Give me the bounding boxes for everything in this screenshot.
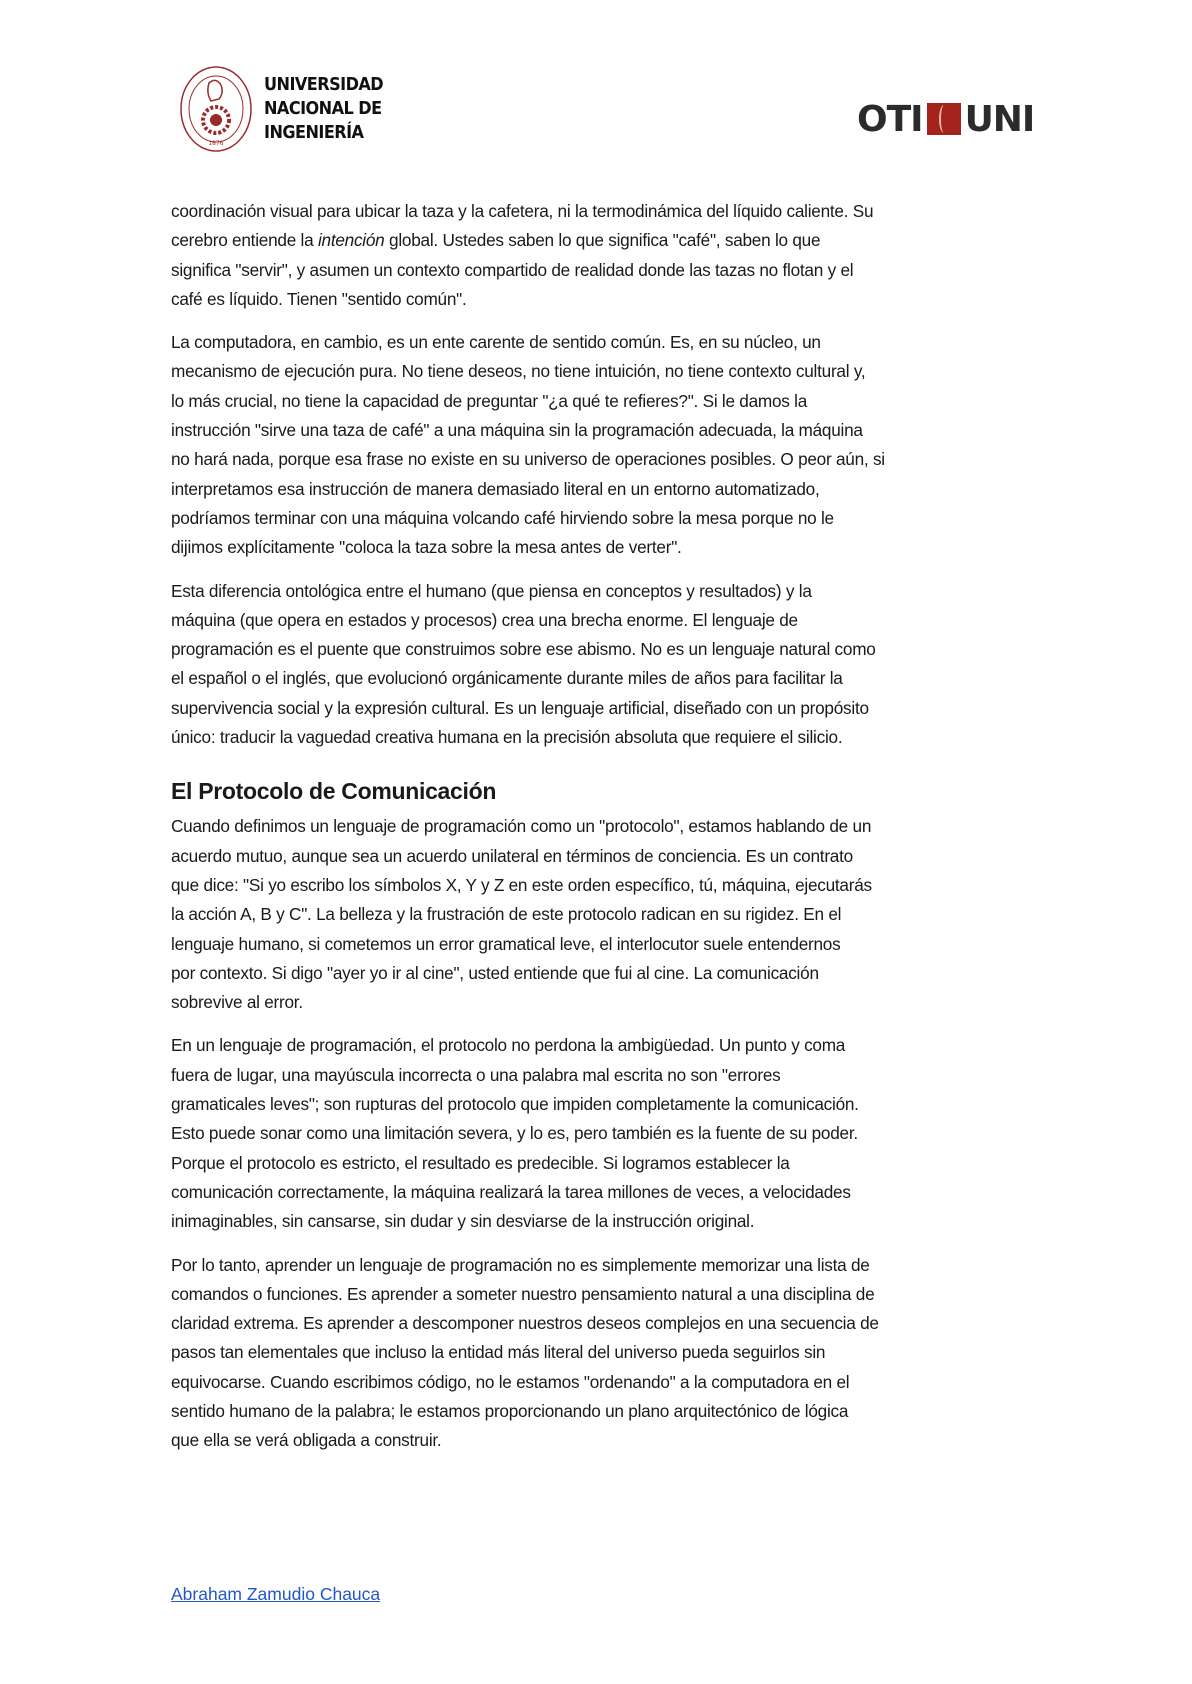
university-name-logo <box>264 73 383 145</box>
text-line: inimaginables, sin cansarse, sin dudar y sin desviarse de la instrucción original. <box>171 1211 755 1232</box>
text-line: Por lo tanto, aprender un lenguaje de programación no es simplemente memorizar una lista de <box>171 1254 870 1275</box>
paragraphs-top <box>171 197 1051 752</box>
text-line: máquina (que opera en estados y procesos) crea una brecha enorme. El lenguaje de <box>171 609 798 630</box>
text-line: lo más crucial, no tiene la capacidad de preguntar "¿a qué te refieres?". Si le damos la <box>171 390 808 411</box>
text-line: el español o el inglés, que evolucionó orgánicamente durante miles de años para facilitar la <box>171 668 843 689</box>
text-line: podríamos terminar con una máquina volcando café hirviendo sobre la mesa porque no le <box>171 507 834 528</box>
oti-logo-mark-icon <box>927 103 961 135</box>
emphasis-text: intención <box>317 230 385 251</box>
paragraph <box>171 812 1051 1017</box>
paragraph <box>171 328 1051 562</box>
text-line: Porque el protocolo es estricto, el resultado es predecible. Si logramos establecer la <box>171 1152 790 1173</box>
logo-line: INGENIERÍA <box>264 123 364 143</box>
text-line: Cuando definimos un lenguaje de programación como un "protocolo", estamos hablando de un <box>171 816 872 837</box>
section-heading: El Protocolo de Comunicación <box>171 778 497 805</box>
text-line: Esta diferencia ontológica entre el humano (que piensa en conceptos y resultados) y la <box>171 580 812 601</box>
text-line: por contexto. Si digo "ayer yo ir al cine", usted entiende que fui al cine. La comunicación <box>171 962 819 983</box>
text-line: café es líquido. Tienen "sentido común". <box>171 288 467 309</box>
paragraph <box>171 1031 1051 1236</box>
text-line: La computadora, en cambio, es un ente carente de sentido común. Es, en su núcleo, un <box>171 332 821 353</box>
text-line: equivocarse. Cuando escribimos código, no le estamos "ordenando" a la computadora en el <box>171 1371 850 1392</box>
text-line: fuera de lugar, una mayúscula incorrecta o una palabra mal escrita no son "errores <box>171 1064 781 1085</box>
text-line: comunicación correctamente, la máquina realizará la tarea millones de veces, a velocidades <box>171 1181 851 1202</box>
document-body <box>171 197 1051 1470</box>
text-line: gramaticales leves"; son rupturas del protocolo que impiden completamente la comunicación. <box>171 1094 859 1115</box>
text-line: supervivencia social y la expresión cultural. Es un lenguaje artificial, diseñado con un propósito <box>171 697 869 718</box>
text-line: Esto puede sonar como una limitación severa, y lo es, pero también es la fuente de su poder. <box>171 1123 858 1144</box>
text-line: que ella se verá obligada a construir. <box>171 1430 442 1451</box>
text-line: no hará nada, porque esa frase no existe en su universo de operaciones posibles. O peor aún, si <box>171 449 885 470</box>
text-segment: global. Ustedes saben lo que significa "café", saben lo que <box>384 230 821 251</box>
text-line: interpretamos esa instrucción de manera demasiado literal en un entorno automatizado, <box>171 478 820 499</box>
paragraphs-bottom <box>171 812 1051 1455</box>
paragraph <box>171 577 1051 753</box>
oti-logo-text: OTI <box>857 98 923 140</box>
oti-uni-logo <box>857 98 1035 140</box>
text-line: único: traducir la vaguedad creativa humana en la precisión absoluta que requiere el silicio. <box>171 727 843 748</box>
text-line <box>171 226 1051 255</box>
text-line: significa "servir", y asumen un contexto compartido de realidad donde las tazas no flotan y el <box>171 259 854 280</box>
text-line: mecanismo de ejecución pura. No tiene deseos, no tiene intuición, no tiene contexto cultural y, <box>171 361 866 382</box>
text-line: que dice: "Si yo escribo los símbolos X, Y y Z en este orden específico, tú, máquina, ejecutarás <box>171 874 872 895</box>
text-line: instrucción "sirve una taza de café" a una máquina sin la programación adecuada, la máquina <box>171 420 863 441</box>
paragraph <box>171 1251 1051 1456</box>
text-line: comandos o funciones. Es aprender a someter nuestro pensamiento natural a una disciplina de <box>171 1283 875 1304</box>
text-line: lenguaje humano, si cometemos un error gramatical leve, el interlocutor suele entendernos <box>171 933 841 954</box>
text-line: coordinación visual para ubicar la taza y la cafetera, ni la termodinámica del líquido caliente. Su <box>171 201 874 221</box>
text-segment: cerebro entiende la <box>171 230 318 251</box>
paragraph <box>171 197 1051 314</box>
text-line: sobrevive al error. <box>171 992 303 1013</box>
university-seal-logo <box>179 65 253 153</box>
text-line: pasos tan elementales que incluso la entidad más literal del universo pueda seguirlos sin <box>171 1342 826 1363</box>
text-line: programación es el puente que construimos sobre ese abismo. No es un lenguaje natural como <box>171 639 876 660</box>
text-line: claridad extrema. Es aprender a descomponer nuestros deseos complejos en una secuencia de <box>171 1313 879 1334</box>
text-line: acuerdo mutuo, aunque sea un acuerdo unilateral en términos de conciencia. Es un contrato <box>171 845 853 866</box>
text-line: En un lenguaje de programación, el protocolo no perdona la ambigüedad. Un punto y coma <box>171 1035 846 1056</box>
svg-text:1876: 1876 <box>208 140 224 147</box>
text-line: dijimos explícitamente "coloca la taza sobre la mesa antes de verter". <box>171 537 682 558</box>
logo-line: NACIONAL DE <box>264 99 382 119</box>
logo-line: UNIVERSIDAD <box>264 75 384 95</box>
author-link[interactable]: Abraham Zamudio Chauca <box>171 1584 381 1604</box>
text-line: la acción A, B y C". La belleza y la frustración de este protocolo radican en su rigidez. En el <box>171 904 842 925</box>
text-line: sentido humano de la palabra; le estamos proporcionando un plano arquitectónico de lógica <box>171 1400 849 1421</box>
uni-logo-text: UNI <box>964 98 1035 140</box>
